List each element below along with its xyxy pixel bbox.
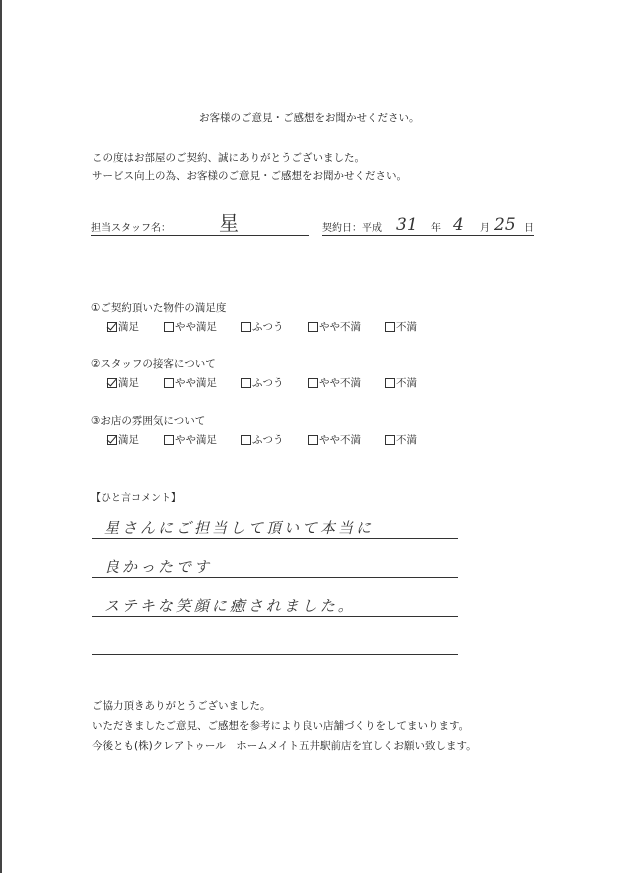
q3-option-fuman[interactable]: 不満 [385, 432, 417, 447]
q1-option-yaya-manzoku[interactable]: やや満足 [164, 319, 217, 334]
contract-day-handwritten[interactable]: 25 [494, 215, 516, 235]
contract-month-unit: 月 [480, 223, 490, 234]
question-2-label: ②スタッフの接客について [91, 358, 216, 370]
q2-option-yaya-fuman[interactable]: やや不満 [308, 375, 361, 390]
comment-text-1: 星さんにご担当して頂いて本当に [104, 519, 375, 537]
checkbox-icon[interactable] [385, 378, 395, 388]
q2-option-futsuu[interactable]: ふつう [241, 375, 284, 390]
contract-date-label: 契約日：平成 [322, 223, 382, 234]
contract-day-unit: 日 [524, 223, 534, 234]
q3-option-yaya-manzoku[interactable]: やや満足 [164, 432, 217, 447]
checkbox-icon[interactable] [308, 378, 318, 388]
contract-year-unit: 年 [431, 223, 441, 234]
q1-option-futsuu[interactable]: ふつう [241, 319, 284, 334]
footer-line-3: 今後とも(株)クレアトゥール ホームメイト五井駅前店を宜しくお願い致します。 [92, 740, 477, 752]
q2-option-manzoku[interactable]: 満足 [107, 375, 139, 390]
checkbox-icon[interactable] [308, 435, 318, 445]
checkbox-icon[interactable] [385, 435, 395, 445]
intro-line-2: サービス向上の為、お客様のご意見・ご感想をお聞かせください。 [92, 170, 407, 182]
comment-line-2[interactable] [92, 551, 458, 578]
q1-option-manzoku[interactable]: 満足 [107, 319, 139, 334]
q3-option-yaya-fuman[interactable]: やや不満 [308, 432, 361, 447]
question-3-label: ③お店の雰囲気について [91, 415, 206, 427]
checkbox-checked-icon[interactable] [107, 322, 117, 332]
comment-label: 【ひと言コメント】 [91, 493, 181, 504]
checkbox-checked-icon[interactable] [107, 378, 117, 388]
checkbox-icon[interactable] [164, 322, 174, 332]
q3-option-manzoku[interactable]: 満足 [107, 432, 139, 447]
comment-line-4[interactable] [92, 628, 458, 655]
comment-line-3[interactable] [92, 590, 458, 617]
comment-line-1[interactable] [92, 512, 458, 539]
question-3-options [107, 432, 447, 446]
q2-option-yaya-manzoku[interactable]: やや満足 [164, 375, 217, 390]
q1-option-fuman[interactable]: 不満 [385, 319, 417, 334]
checkbox-checked-icon[interactable] [107, 435, 117, 445]
footer-line-2: いただきましたご意見、ご感想を参考により良い店舗づくりをしてまいります。 [92, 720, 470, 732]
staff-contract-row [91, 211, 537, 236]
staff-name-handwritten[interactable]: 星 [219, 211, 239, 235]
checkbox-icon[interactable] [164, 435, 174, 445]
checkbox-icon[interactable] [241, 378, 251, 388]
q2-option-fuman[interactable]: 不満 [385, 375, 417, 390]
contract-underline [322, 235, 534, 236]
intro-line-1: この度はお部屋のご契約、誠にありがとうございました。 [92, 152, 365, 164]
checkbox-icon[interactable] [385, 322, 395, 332]
checkbox-icon[interactable] [241, 322, 251, 332]
contract-month-handwritten[interactable]: 4 [453, 215, 464, 235]
question-2-options [107, 375, 447, 389]
staff-label: 担当スタッフ名： [91, 223, 171, 234]
contract-year-handwritten[interactable]: 31 [396, 215, 418, 235]
question-1-label: ①ご契約頂いた物件の満足度 [91, 302, 227, 314]
q1-option-yaya-fuman[interactable]: やや不満 [308, 319, 361, 334]
checkbox-icon[interactable] [164, 378, 174, 388]
checkbox-icon[interactable] [241, 435, 251, 445]
footer-line-1: ご協力頂きありがとうございました。 [92, 700, 271, 712]
q3-option-futsuu[interactable]: ふつう [241, 432, 284, 447]
comment-text-2: 良かったです [104, 558, 213, 576]
checkbox-icon[interactable] [308, 322, 318, 332]
staff-underline [91, 235, 309, 236]
form-title: お客様のご意見・ご感想をお聞かせください。 [199, 112, 420, 124]
question-1-options [107, 319, 447, 333]
comment-text-3: ステキな笑顔に癒されました。 [104, 597, 356, 615]
page-left-edge [0, 0, 2, 873]
